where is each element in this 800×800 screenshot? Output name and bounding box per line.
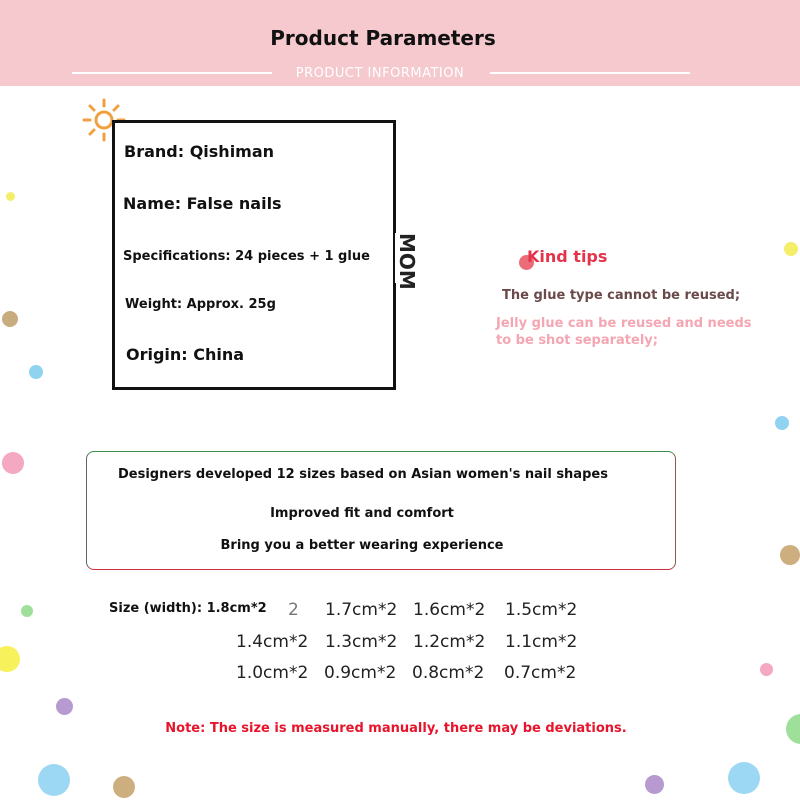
size-value: 1.2cm*2 — [413, 632, 486, 652]
design-text-3: Bring you a better wearing experience — [220, 538, 504, 553]
decor-dot — [29, 365, 43, 379]
name-text: Name: False nails — [123, 194, 282, 213]
size-value: 1.6cm*2 — [413, 600, 486, 620]
tips-text-2: Jelly glue can be reused and needs to be shot separately; — [496, 316, 752, 348]
decor-dot — [760, 663, 773, 676]
size-value: 1.3cm*2 — [325, 632, 398, 652]
decor-dot — [38, 764, 70, 796]
tips-text-1: The glue type cannot be reused; — [502, 288, 741, 303]
decor-dot — [2, 452, 24, 474]
specifications-text: Specifications: 24 pieces + 1 glue — [123, 249, 370, 264]
size-partial-value: 2 — [288, 600, 299, 620]
design-text-1: Designers developed 12 sizes based on Asian women's nail shapes — [118, 467, 608, 482]
header-divider-left — [72, 72, 272, 74]
parameter-box — [112, 120, 396, 390]
size-label: Size (width): 1.8cm*2 — [109, 601, 267, 616]
decor-dot — [645, 775, 664, 794]
decor-dot — [0, 646, 20, 672]
decor-dot — [21, 605, 33, 617]
size-value: 1.4cm*2 — [236, 632, 309, 652]
size-value: 0.7cm*2 — [504, 663, 577, 683]
side-logo-text: MOM — [395, 233, 419, 290]
size-value: 0.9cm*2 — [324, 663, 397, 683]
decor-dot — [728, 762, 760, 794]
design-text-2: Improved fit and comfort — [270, 506, 454, 521]
decor-dot — [775, 416, 789, 430]
weight-text: Weight: Approx. 25g — [125, 297, 276, 312]
decor-dot — [6, 192, 15, 201]
tips-title: Kind tips — [527, 247, 608, 266]
decor-dot — [113, 776, 135, 798]
decor-dot — [2, 311, 18, 327]
decor-dot — [56, 698, 73, 715]
size-value: 1.7cm*2 — [325, 600, 398, 620]
decor-dot — [780, 545, 800, 565]
header-divider-right — [490, 72, 690, 74]
size-note: Note: The size is measured manually, there may be deviations. — [165, 721, 627, 736]
size-value: 1.1cm*2 — [505, 632, 578, 652]
origin-text: Origin: China — [126, 345, 245, 364]
brand-text: Brand: Qishiman — [124, 142, 275, 161]
size-value: 0.8cm*2 — [412, 663, 485, 683]
page-subtitle: PRODUCT INFORMATION — [295, 66, 465, 81]
header-banner — [0, 0, 800, 86]
size-value: 1.0cm*2 — [236, 663, 309, 683]
page-title: Product Parameters — [270, 26, 496, 50]
decor-dot — [784, 242, 798, 256]
size-value: 1.5cm*2 — [505, 600, 578, 620]
